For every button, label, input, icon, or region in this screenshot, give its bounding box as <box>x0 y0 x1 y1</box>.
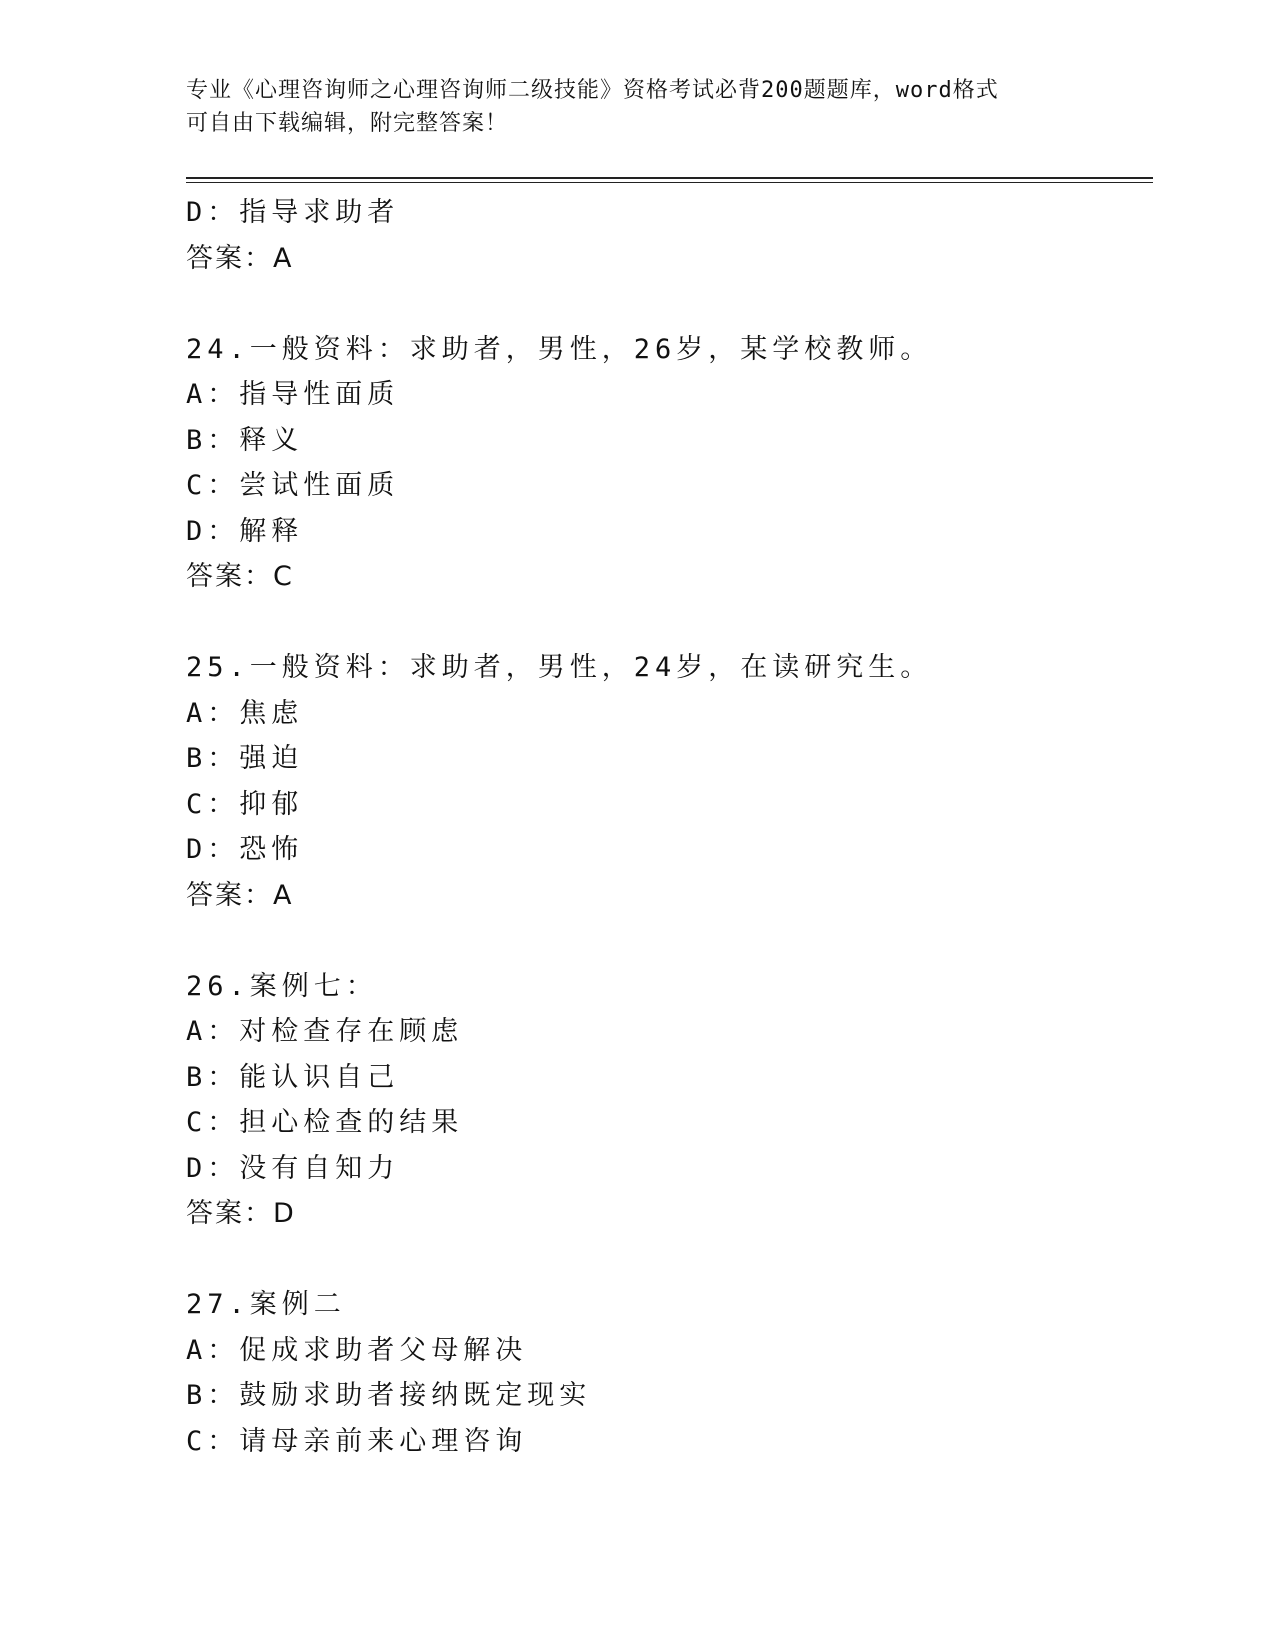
header-divider-top <box>186 177 1153 179</box>
question-26-option-a: A：对检查存在顾虑 <box>186 1016 464 1047</box>
question-27-option-c: C：请母亲前来心理咨询 <box>186 1425 528 1457</box>
header-title-line-2: 可自由下载编辑，附完整答案！ <box>186 111 509 136</box>
prev-question-answer: 答案：A <box>186 242 294 274</box>
question-26-option-d: D：没有自知力 <box>186 1152 400 1184</box>
question-24-option-a: A：指导性面质 <box>186 379 400 410</box>
question-26-answer: 答案：D <box>186 1198 296 1229</box>
question-25-option-a: A：焦虑 <box>186 697 304 729</box>
header-title-line-1: 专业《心理咨询师之心理咨询师二级技能》资格考试必背200题题库，word格式 <box>186 78 999 103</box>
question-25-option-c: C：抑郁 <box>186 788 304 820</box>
question-27-option-b: B：鼓励求助者接纳既定现实 <box>186 1380 592 1411</box>
question-25-answer: 答案：A <box>186 879 294 911</box>
question-24-option-c: C：尝试性面质 <box>186 470 400 501</box>
question-25-option-d: D：恐怖 <box>186 834 304 865</box>
spacer <box>186 918 1146 964</box>
document-header <box>186 74 1066 140</box>
question-26-option-b: B：能认识自己 <box>186 1061 400 1093</box>
question-24-option-d: D：解释 <box>186 515 304 547</box>
spacer <box>186 281 1146 327</box>
question-26-option-c: C：担心检查的结果 <box>186 1107 464 1138</box>
spacer <box>186 1237 1146 1283</box>
spacer <box>186 600 1146 646</box>
question-24-stem: 24.一般资料：求助者，男性，26岁，某学校教师。 <box>186 333 933 365</box>
header-divider-bottom <box>186 182 1153 183</box>
question-26-stem: 26.案例七： <box>186 970 378 1002</box>
question-25-stem: 25.一般资料：求助者，男性，24岁，在读研究生。 <box>186 652 933 683</box>
question-list <box>186 190 1146 1464</box>
prev-question-option-d: D：指导求助者 <box>186 197 400 228</box>
question-27-option-a: A：促成求助者父母解决 <box>186 1334 528 1366</box>
question-24-option-b: B：释义 <box>186 424 304 456</box>
question-27-stem: 27.案例二 <box>186 1289 346 1320</box>
question-24-answer: 答案：C <box>186 561 294 592</box>
question-25-option-b: B：强迫 <box>186 743 304 774</box>
